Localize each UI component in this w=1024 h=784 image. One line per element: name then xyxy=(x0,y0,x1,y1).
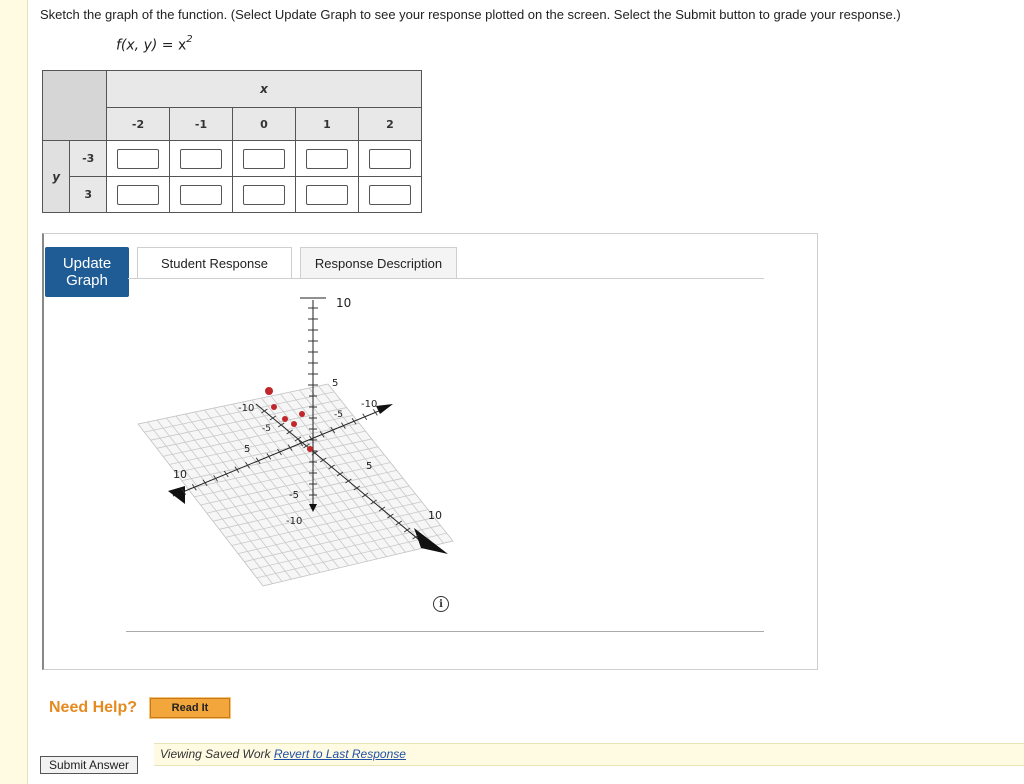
table-cell xyxy=(296,177,359,213)
answer-input[interactable] xyxy=(369,149,411,169)
axis-label-10-right: 10 xyxy=(428,509,442,522)
answer-input[interactable] xyxy=(306,149,348,169)
table-cell xyxy=(359,141,422,177)
read-it-button[interactable]: Read It xyxy=(150,698,230,718)
x-value-header: 2 xyxy=(359,108,422,141)
revert-link[interactable]: Revert to Last Response xyxy=(273,747,406,761)
y-value-header: 3 xyxy=(70,177,107,213)
table-cell xyxy=(233,141,296,177)
table-cell xyxy=(107,141,170,177)
y-label-neg5: -5 xyxy=(262,424,271,434)
function-exponent: 2 xyxy=(186,34,193,45)
submit-answer-button[interactable]: Submit Answer xyxy=(40,756,138,774)
tab-response-description[interactable]: Response Description xyxy=(300,247,457,279)
tabs-divider xyxy=(128,278,764,279)
x-label-neg10: -10 xyxy=(361,399,378,410)
question-panel xyxy=(28,0,1024,784)
plot-point xyxy=(291,421,297,427)
table-cell xyxy=(170,141,233,177)
plot-point xyxy=(265,387,273,395)
x-header: x xyxy=(107,71,422,108)
z-label-neg5: -5 xyxy=(289,490,299,501)
left-margin-stripe xyxy=(0,0,28,784)
function-eq: = x xyxy=(157,37,187,54)
table-cell xyxy=(359,177,422,213)
function-label xyxy=(116,36,193,54)
x-label-neg5: -5 xyxy=(334,410,343,420)
y-tick xyxy=(363,414,367,420)
answer-input[interactable] xyxy=(306,185,348,205)
y-label-neg10: -10 xyxy=(238,403,255,414)
answer-input[interactable] xyxy=(243,185,285,205)
answer-input[interactable] xyxy=(117,149,159,169)
x-value-header: 1 xyxy=(296,108,359,141)
answer-input[interactable] xyxy=(117,185,159,205)
plot-point xyxy=(299,411,305,417)
answer-input[interactable] xyxy=(243,149,285,169)
y-value-header: -3 xyxy=(70,141,107,177)
plot-point xyxy=(282,416,288,422)
x-label-5: 5 xyxy=(366,461,373,472)
3d-graph-canvas[interactable] xyxy=(128,286,488,591)
x-value-header: -2 xyxy=(107,108,170,141)
saved-work-text: Viewing Saved Work xyxy=(160,747,274,761)
y-label-5: 5 xyxy=(244,444,251,455)
table-cell xyxy=(296,141,359,177)
need-help-label: Need Help? xyxy=(49,699,138,716)
plot-point xyxy=(271,404,277,410)
tab-student-response[interactable]: Student Response xyxy=(137,247,292,279)
update-graph-label-1: Update xyxy=(62,255,112,272)
y-axis-arrow-left xyxy=(168,486,185,504)
y-header: y xyxy=(43,141,70,213)
answer-input[interactable] xyxy=(369,185,411,205)
function-lhs: f(x, y) xyxy=(116,37,158,54)
saved-work-bar xyxy=(154,743,1024,766)
x-value-header: 0 xyxy=(233,108,296,141)
answer-input[interactable] xyxy=(180,185,222,205)
plot-point xyxy=(307,446,313,452)
axis-label-10-left: 10 xyxy=(173,468,187,481)
table-cell xyxy=(107,177,170,213)
update-graph-label-2: Graph xyxy=(66,272,108,289)
y-axis-arrow-right xyxy=(376,404,393,414)
info-icon[interactable]: i xyxy=(433,596,449,612)
values-table xyxy=(42,70,422,213)
question-prompt: Sketch the graph of the function. (Select Update Graph to see your response plotted on the screen. Select the Submit button to grade your response.) xyxy=(40,7,901,22)
table-corner xyxy=(43,71,107,141)
x-value-header: -1 xyxy=(170,108,233,141)
answer-input[interactable] xyxy=(180,149,222,169)
table-cell xyxy=(170,177,233,213)
z-label-top: 10 xyxy=(336,296,352,310)
y-tick xyxy=(373,409,377,415)
graph-bottom-divider xyxy=(126,631,764,632)
table-cell xyxy=(233,177,296,213)
update-graph-button[interactable] xyxy=(45,247,129,297)
z-label-neg10: -10 xyxy=(286,516,303,527)
z-label-5: 5 xyxy=(332,378,339,389)
